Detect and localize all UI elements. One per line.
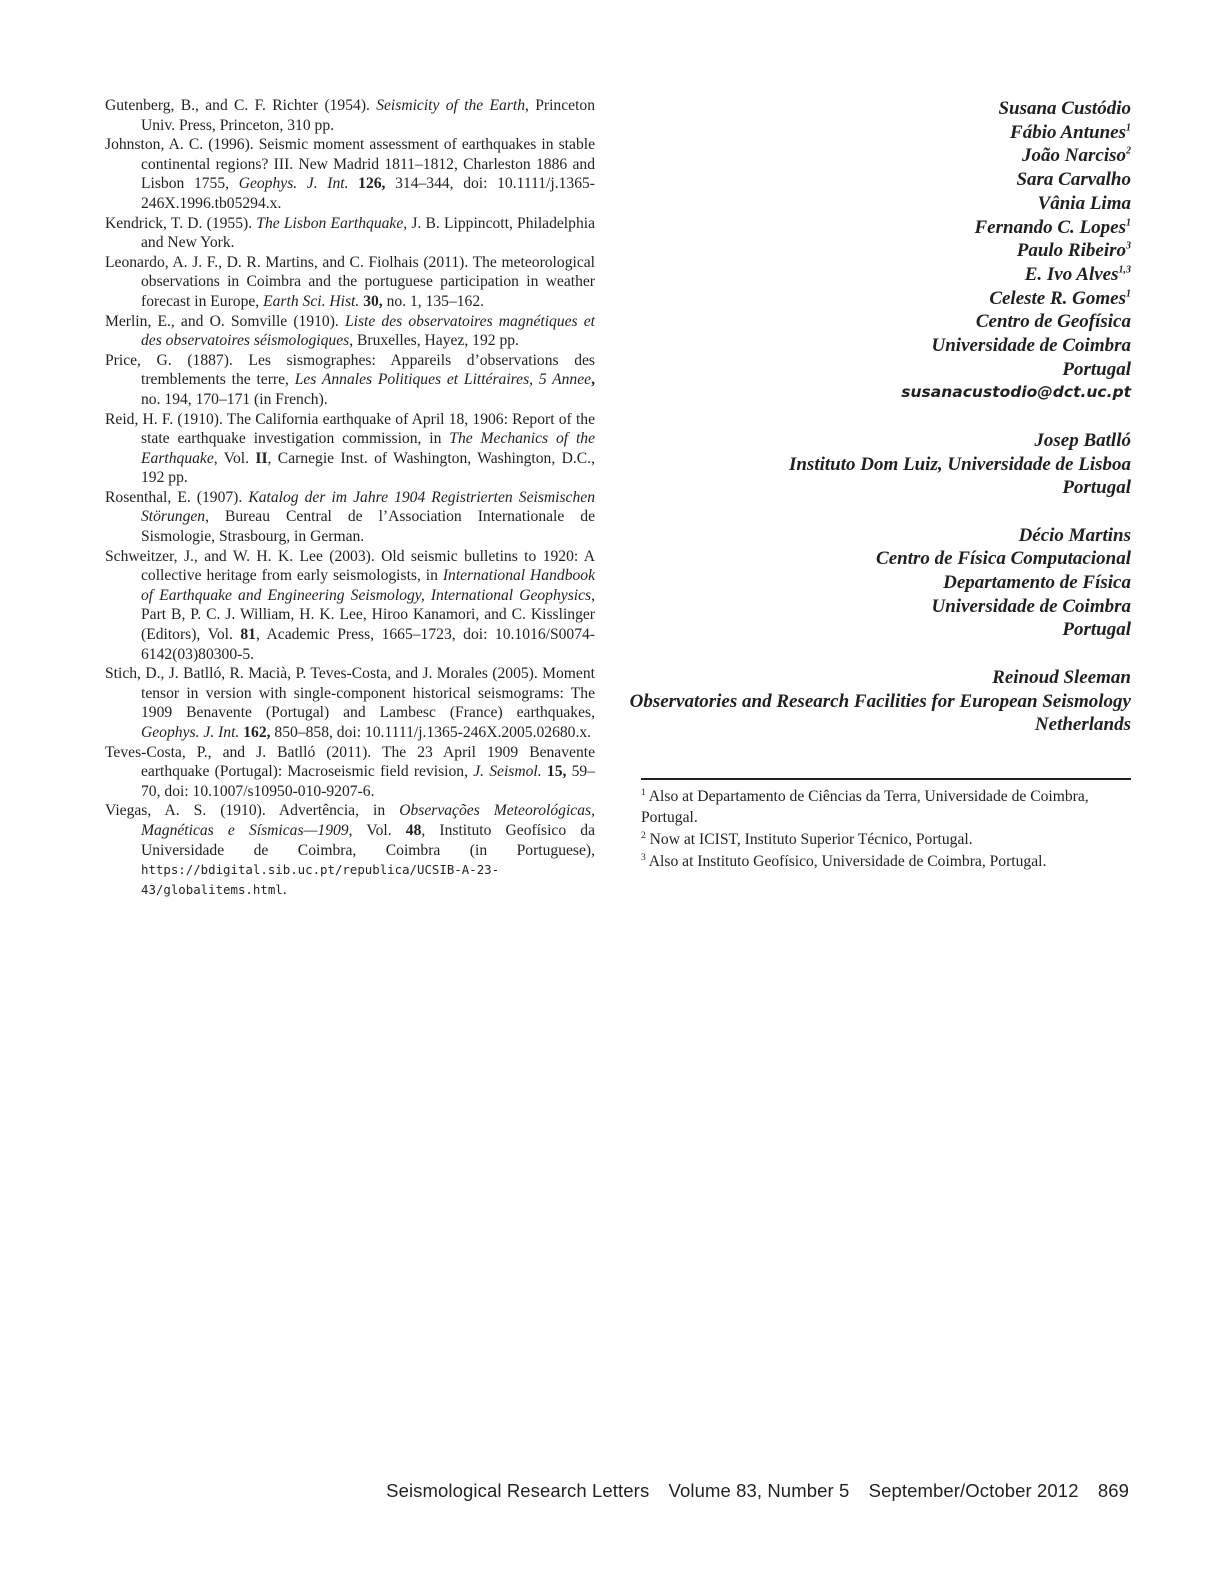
footnote xyxy=(641,787,1133,828)
reference-text: Les Annales Politiques et Littéraires, 5 Annee xyxy=(294,371,592,389)
reference-text: 314–344, doi: 10.1111/j.1365-246X.1996.tb05294.x. xyxy=(141,175,596,212)
author-name xyxy=(571,121,1131,145)
reference-entry xyxy=(105,312,595,351)
author-name-text: Susana Custódio xyxy=(998,98,1131,119)
reference-text: , Carnegie Inst. of Washington, Washington, D.C., 192 pp. xyxy=(141,449,595,487)
author-name-text: Vânia Lima xyxy=(1037,192,1131,214)
affiliation-line: Universidade de Coimbra xyxy=(931,335,1131,357)
author-name-text: Celeste R. Gomes xyxy=(989,287,1126,309)
reference-text: 81 xyxy=(240,626,256,644)
reference-text: , Vol. xyxy=(213,449,256,467)
reference-text: Merlin, E., and O. Somville (1910). xyxy=(105,312,345,330)
reference-text: 15, xyxy=(546,763,567,781)
reference-entry xyxy=(105,801,595,899)
reference-text: The Mechanics of the Earthquake xyxy=(141,430,595,467)
author-name xyxy=(571,192,1131,216)
reference-text: The Lisbon Earthquake xyxy=(256,214,404,232)
reference-text: International Handbook of Earthquake and Engineering Seismology, International Geophysics xyxy=(141,567,596,604)
reference-text: Rosenthal, E. (1907). xyxy=(105,488,249,506)
reference-text: Liste des observatoires magnétiques et des observatoires séismologiques xyxy=(141,312,595,350)
reference-text: Price, G. (1887). Les sismographes: Appareils d’observations des tremblements the terre, xyxy=(105,351,595,389)
reference-text: , Bruxelles, Hayez, 192 pp. xyxy=(349,332,519,350)
author-name: Reinoud Sleeman xyxy=(992,666,1131,688)
reference-text: Geophys. J. Int. xyxy=(141,724,240,741)
reference-text: , Academic Press, 1665–1723, doi: 10.1016/S0074-6142(03)80300-5. xyxy=(141,626,595,663)
author-name-text: Paulo Ribeiro xyxy=(1016,240,1126,262)
author-name xyxy=(571,239,1131,263)
affiliation-line: Observatories and Research Facilities for European Seismology xyxy=(629,690,1131,712)
affiliation-line: Portugal xyxy=(1062,477,1131,499)
reference-text: Schweitzer, J., and W. H. K. Lee (2003). Old seismic bulletins to 1920: A collective heritage from early seismologists, in xyxy=(105,547,595,585)
affiliation-marker: 1 xyxy=(1126,288,1131,300)
reference-text: Geophys. J. Int. xyxy=(238,175,349,193)
reference-text: Reid, H. F. (1910). The California earthquake of April 18, 1906: Report of the state earthquake investigation commission, in xyxy=(105,410,595,448)
author-name: Josep Batlló xyxy=(1034,429,1131,451)
reference-text: Leonardo, A. J. F., D. R. Martins, and C. Fiolhais (2011). The meteorological observations in Coimbra and the portuguese participation in weather forecast in Europe, xyxy=(105,253,595,310)
reference-text: , Instituto Geofísico da Universidade de Coimbra, Coimbra (in Portuguese), xyxy=(141,821,595,859)
reference-text: , Princeton Univ. Press, Princeton, 310 pp. xyxy=(141,97,595,134)
reference-text: , J. B. Lippincott, Philadelphia and New York. xyxy=(141,214,595,252)
footnote-number: 2 xyxy=(641,830,646,841)
reference-text: , Bureau Central de l’Association Internationale de Sismologie, Strasbourg, in German. xyxy=(141,508,595,546)
author-list xyxy=(571,97,1131,310)
reference-entry xyxy=(105,664,595,742)
reference-entry xyxy=(105,351,595,410)
author-name xyxy=(571,144,1131,168)
affiliation-marker: 1 xyxy=(1126,122,1131,134)
reference-entry xyxy=(105,410,595,488)
reference-text: Katalog der im Jahre 1904 Registrierten Seismischen Störungen xyxy=(141,488,595,526)
page-footer xyxy=(386,1480,1129,1502)
author-affiliation-block xyxy=(571,97,1131,737)
affiliation-line: Departamento de Física xyxy=(943,572,1131,594)
footnote-divider xyxy=(641,778,1131,780)
footnote-number: 3 xyxy=(641,852,646,863)
reference-text: 59–70, doi: 10.1007/s10950-010-9207-6. xyxy=(141,763,595,800)
affiliation-marker: 3 xyxy=(1126,240,1131,252)
author-email-link[interactable]: susanacustodio@dct.uc.pt xyxy=(901,383,1131,402)
reference-text: 30, xyxy=(363,292,383,310)
affiliation-marker: 1,3 xyxy=(1118,264,1131,276)
affiliation-line: Portugal xyxy=(1062,619,1131,641)
footnote xyxy=(641,830,1133,851)
reference-entry xyxy=(105,96,595,135)
affiliation-line: Portugal xyxy=(1062,358,1131,380)
reference-entry xyxy=(105,488,595,547)
author-name xyxy=(571,216,1131,240)
reference-entry xyxy=(105,214,595,253)
reference-list xyxy=(105,96,595,899)
reference-text: , xyxy=(591,371,595,389)
journal-name: Seismological Research Letters xyxy=(386,1480,650,1501)
reference-text: 48 xyxy=(405,821,422,839)
reference-text: , Part B, P. C. J. William, H. K. Lee, Hiroo Kanamori, and C. Kisslinger (Editors), Vol. xyxy=(141,586,595,644)
author-name-text: Sara Carvalho xyxy=(1016,169,1131,191)
footnote-text: Also at Departamento de Ciências da Terra, Universidade de Coimbra, Portugal. xyxy=(641,788,1089,826)
footnote-text: Now at ICIST, Instituto Superior Técnico, Portugal. xyxy=(649,830,973,848)
reference-url-link[interactable]: https://bdigital.sib.uc.pt/republica/UCSIB-A-23-43/globalitems.html xyxy=(141,862,500,897)
reference-text: 126, xyxy=(358,175,386,193)
author-name xyxy=(571,168,1131,192)
affiliation-marker: 1 xyxy=(1126,217,1131,229)
affiliation-line: Universidade de Coimbra xyxy=(931,595,1131,617)
issue-date: September/October 2012 xyxy=(868,1480,1079,1501)
footnote-number: 1 xyxy=(641,787,646,798)
reference-entry xyxy=(105,743,595,802)
reference-text: Earth Sci. Hist. xyxy=(263,292,360,310)
reference-text: 850–858, doi: 10.1111/j.1365-246X.2005.02680.x. xyxy=(270,724,592,741)
reference-text: Gutenberg, B., and C. F. Richter (1954). xyxy=(105,97,377,114)
affiliation-line: Centro de Geofísica xyxy=(975,311,1131,333)
reference-text: II xyxy=(255,449,268,467)
author-name-text: E. Ivo Alves xyxy=(1024,263,1119,285)
reference-entry xyxy=(105,253,595,312)
footnote xyxy=(641,852,1133,873)
author-name-text: Fernando C. Lopes xyxy=(974,216,1126,238)
reference-text: Seismicity of the Earth xyxy=(376,97,526,114)
footnote-list xyxy=(641,787,1133,874)
reference-text: Observações Meteorológicas, Magnéticas e Sísmicas—1909 xyxy=(141,802,595,839)
reference-entry xyxy=(105,547,595,665)
reference-text xyxy=(349,175,359,192)
reference-text: Johnston, A. C. (1996). Seismic moment assessment of earthquakes in stable continental regions? III. New Madrid 1811–1812, Charleston 1886 and Lisbon 1755, xyxy=(105,136,595,193)
reference-text: Stich, D., J. Batlló, R. Macià, P. Teves-Costa, and J. Morales (2005). Moment tensor in version with single-component historical seismograms: The 1909 Benavente (Portugal) and Lambesc (France) earthquakes, xyxy=(105,665,595,722)
reference-text: no. 1, 135–162. xyxy=(382,292,485,310)
affiliation-marker: 2 xyxy=(1126,146,1131,158)
volume-issue: Volume 83, Number 5 xyxy=(668,1480,850,1501)
author-name xyxy=(571,97,1131,121)
reference-text: J. Seismol. xyxy=(473,763,542,781)
footnote-text: Also at Instituto Geofísico, Universidade de Coimbra, Portugal. xyxy=(648,852,1047,870)
author-name xyxy=(571,263,1131,287)
reference-text: 162, xyxy=(243,724,271,741)
reference-text: Viegas, A. S. (1910). Advertência, in xyxy=(105,802,400,820)
reference-text: no. 194, 170–171 (in French). xyxy=(141,390,328,408)
reference-entry xyxy=(105,135,595,213)
author-name xyxy=(571,287,1131,311)
affiliation-line: Centro de Física Computacional xyxy=(876,548,1131,570)
author-name: Décio Martins xyxy=(1018,524,1131,546)
reference-text: Kendrick, T. D. (1955). xyxy=(105,214,257,232)
affiliation-line: Netherlands xyxy=(1034,714,1131,736)
reference-text: Teves-Costa, P., and J. Batlló (2011). The 23 April 1909 Benavente earthquake (Portugal): Macroseismic field revision, xyxy=(105,743,595,781)
affiliation-line: Instituto Dom Luiz, Universidade de Lisboa xyxy=(788,453,1131,475)
page-number: 869 xyxy=(1097,1480,1129,1501)
author-name-text: Fábio Antunes xyxy=(1010,121,1126,143)
author-name-text: João Narciso xyxy=(1022,145,1126,167)
reference-text: . xyxy=(282,880,287,898)
reference-text: , Vol. xyxy=(348,821,406,839)
